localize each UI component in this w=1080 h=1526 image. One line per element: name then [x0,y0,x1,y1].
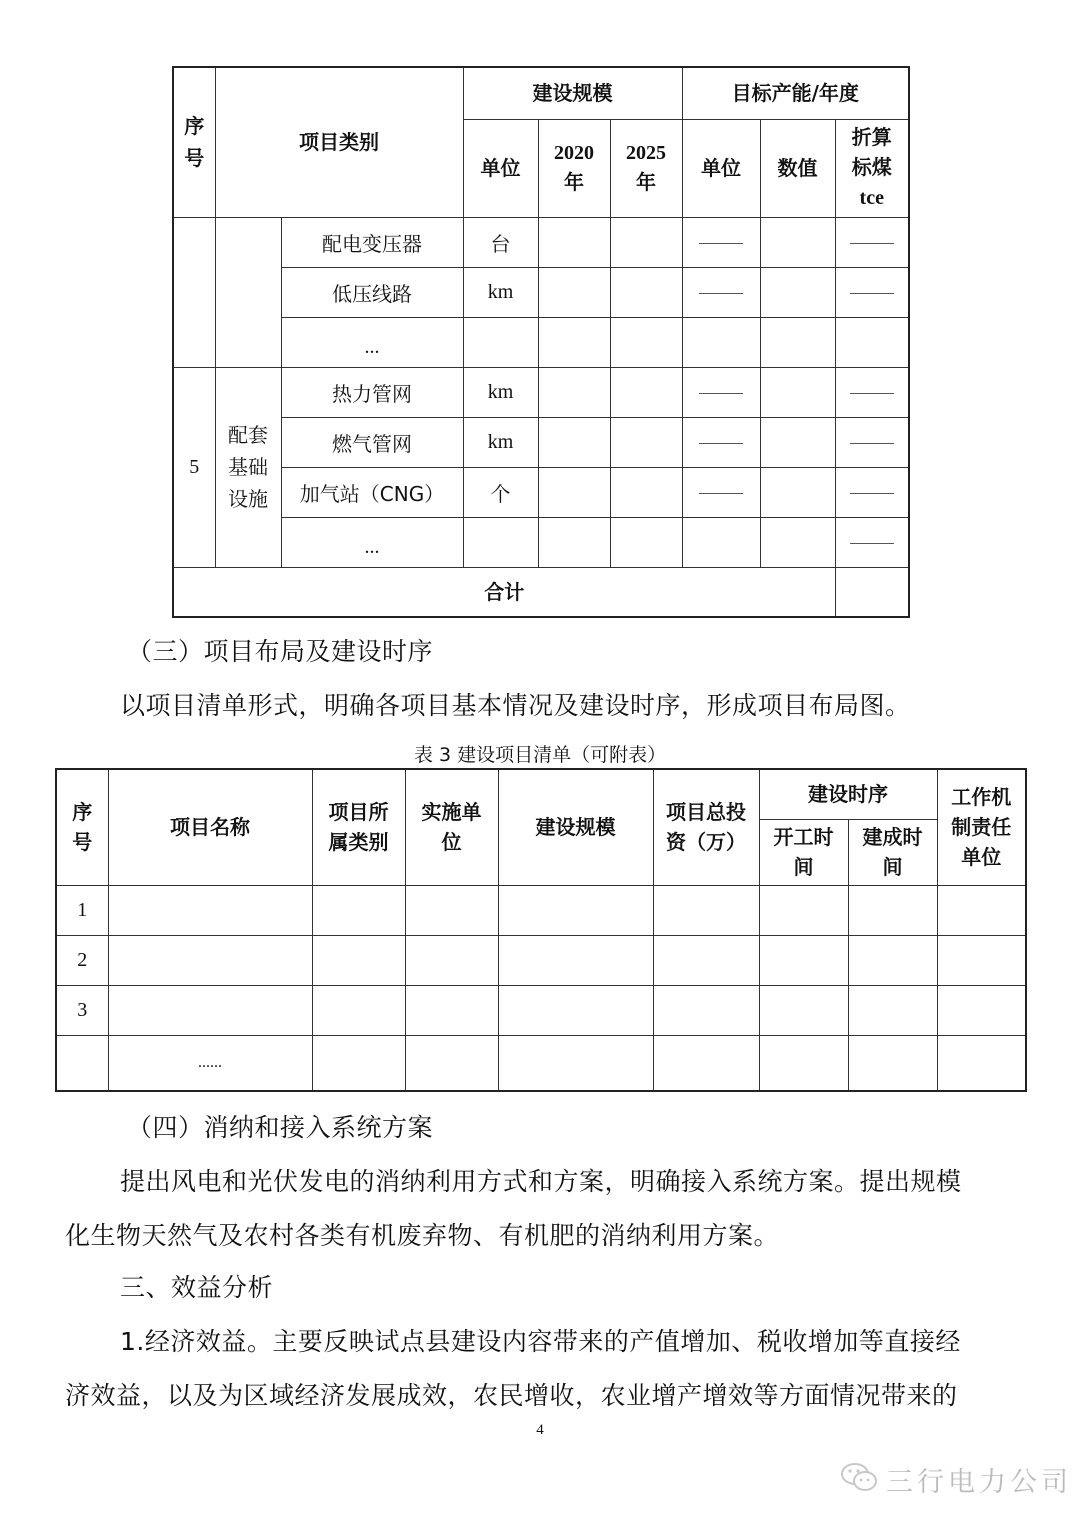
header-schedule: 建设时序 [759,769,937,819]
target-value-cell [760,417,835,467]
target-unit-cell [682,217,760,267]
item-cell: 配电变压器 [281,217,463,267]
section-heading-layout: （三）项目布局及建设时序 [127,637,434,666]
item-cell: 燃气管网 [281,417,463,467]
item-cell: 热力管网 [281,367,463,417]
name-cell: ...... [108,1035,312,1091]
capacity-table [172,66,910,618]
header-target: 目标产能/年度 [682,67,909,119]
dash-mark [850,493,894,494]
target-value-cell [760,217,835,267]
header-seq: 序号 [173,67,215,217]
cell [848,1035,937,1091]
target-value-cell [760,267,835,317]
section-text-line: 化生物天然气及农村各类有机废弃物、有机肥的消纳利用方案。 [65,1221,780,1250]
cell [937,1035,1026,1091]
cell-2020 [538,367,610,417]
table-caption: 表 3 建设项目清单（可附表） [413,744,667,766]
header-org: 实施单位 [405,769,498,885]
tce-cell [835,317,909,367]
tce-cell [835,217,909,267]
header-responsible: 工作机制责任单位 [937,769,1026,885]
cell [498,935,653,985]
target-unit-cell [682,317,760,367]
cell [653,885,759,935]
cell [848,935,937,985]
cell [848,985,937,1035]
target-unit-cell [682,467,760,517]
header-scale: 建设规模 [498,769,653,885]
dash-mark [850,243,894,244]
target-value-cell [760,467,835,517]
total-label: 合计 [173,567,835,617]
name-cell [108,935,312,985]
dash-mark [850,293,894,294]
page-number: 4 [536,1422,544,1438]
header-name: 项目名称 [108,769,312,885]
seq-cell [173,217,215,367]
cell [312,935,405,985]
total-row [173,567,909,617]
unit-cell [463,317,538,367]
cell-2025 [610,317,682,367]
tce-cell [835,367,909,417]
seq-cell: 3 [56,985,108,1035]
dash-mark [699,243,743,244]
table-row [56,885,1026,935]
cell [312,985,405,1035]
cell [498,885,653,935]
header-start: 开工时间 [759,819,848,885]
cell [312,1035,405,1091]
econ-text-line: 1.经济效益。主要反映试点县建设内容带来的产值增加、税收增加等直接经 [120,1327,961,1356]
header-scale: 建设规模 [463,67,682,119]
tce-cell [835,467,909,517]
seq-cell: 5 [173,367,215,567]
cell [759,885,848,935]
cell-2025 [610,467,682,517]
cell-2025 [610,417,682,467]
cell [937,885,1026,935]
header-tce: 折算标煤tce [835,119,909,217]
dash-mark [850,443,894,444]
target-value-cell [760,367,835,417]
seq-cell: 1 [56,885,108,935]
table-row [173,367,909,417]
item-cell: ... [281,517,463,567]
cell [498,1035,653,1091]
target-unit-cell [682,267,760,317]
category-cell: 配套基础设施 [215,367,281,567]
cell [405,885,498,935]
cell-2020 [538,267,610,317]
cell [653,985,759,1035]
dash-mark [850,393,894,394]
cell [653,1035,759,1091]
cell-2025 [610,367,682,417]
name-cell [108,885,312,935]
section-text-line: 提出风电和光伏发电的消纳利用方式和方案，明确接入系统方案。提出规模 [120,1167,962,1196]
unit-cell: km [463,367,538,417]
unit-cell: km [463,267,538,317]
seq-cell [56,1035,108,1091]
table-row [173,267,909,317]
category-cell [215,217,281,367]
table-row [173,217,909,267]
header-target-unit: 单位 [682,119,760,217]
item-cell: ... [281,317,463,367]
table-row [173,517,909,567]
header-target-value: 数值 [760,119,835,217]
cell-2020 [538,217,610,267]
cell [759,935,848,985]
econ-text-line: 济效益，以及为区域经济发展成效，农民增收，农业增产增效等方面情况带来的 [65,1381,958,1410]
cell [653,935,759,985]
cell [937,935,1026,985]
table-row [56,935,1026,985]
table-row [56,985,1026,1035]
table-row [173,467,909,517]
target-unit-cell [682,367,760,417]
tce-cell [835,267,909,317]
cell-2025 [610,517,682,567]
cell-2025 [610,267,682,317]
table-row [173,417,909,467]
cell [312,885,405,935]
watermark [840,1460,1072,1499]
unit-cell: km [463,417,538,467]
header-2025: 2025年 [610,119,682,217]
header-category: 项目类别 [215,67,463,217]
total-value-cell [835,567,909,617]
tce-cell [835,417,909,467]
target-value-cell [760,317,835,367]
cell-2020 [538,517,610,567]
cell-2020 [538,317,610,367]
header-seq: 序号 [56,769,108,885]
cell [759,985,848,1035]
target-value-cell [760,517,835,567]
cell [405,985,498,1035]
chapter-heading-benefit: 三、效益分析 [120,1273,274,1302]
tce-cell [835,517,909,567]
seq-cell: 2 [56,935,108,985]
unit-cell: 个 [463,467,538,517]
table-row [56,1035,1026,1091]
dash-mark [699,293,743,294]
dash-mark [699,443,743,444]
watermark-text: 三行电力公司 [886,1467,1072,1498]
item-cell: 低压线路 [281,267,463,317]
cell [848,885,937,935]
cell [405,1035,498,1091]
section-text-layout: 以项目清单形式，明确各项目基本情况及建设时序，形成项目布局图。 [120,691,911,720]
cell-2020 [538,467,610,517]
wechat-icon [840,1461,880,1499]
cell [498,985,653,1035]
header-finish: 建成时间 [848,819,937,885]
header-2020: 2020年 [538,119,610,217]
dash-mark [850,543,894,544]
cell [937,985,1026,1035]
project-list-table [55,768,1027,1092]
header-unit: 单位 [463,119,538,217]
dash-mark [699,493,743,494]
unit-cell [463,517,538,567]
section-heading-integration: （四）消纳和接入系统方案 [127,1113,434,1142]
cell [405,935,498,985]
dash-mark [699,393,743,394]
name-cell [108,985,312,1035]
header-type: 项目所属类别 [312,769,405,885]
target-unit-cell [682,417,760,467]
cell-2025 [610,217,682,267]
table-row [173,317,909,367]
cell [759,1035,848,1091]
item-cell: 加气站（CNG） [281,467,463,517]
target-unit-cell [682,517,760,567]
header-investment: 项目总投资（万） [653,769,759,885]
cell-2020 [538,417,610,467]
unit-cell: 台 [463,217,538,267]
